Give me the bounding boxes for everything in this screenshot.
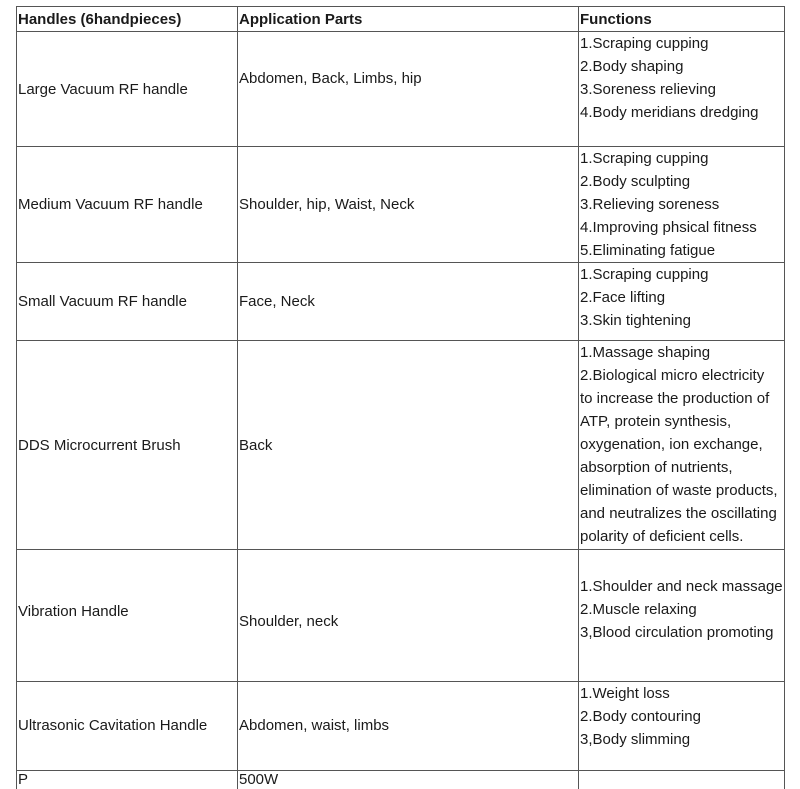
header-handles: Handles (6handpieces): [17, 7, 238, 32]
function-item: and neutralizes the oscillating: [580, 502, 784, 525]
application-parts: Abdomen, Back, Limbs, hip: [238, 32, 579, 147]
header-functions: Functions: [579, 7, 785, 32]
function-item: 2.Body shaping: [580, 55, 784, 78]
function-item: 2.Biological micro electricity: [580, 364, 784, 387]
application-parts: 500W: [238, 771, 579, 789]
function-item: 3.Relieving soreness: [580, 193, 784, 216]
application-parts: Abdomen, waist, limbs: [238, 682, 579, 771]
function-item: 3.Skin tightening: [580, 309, 784, 332]
functions-cell: [579, 263, 785, 341]
function-item: 3.Soreness relieving: [580, 78, 784, 101]
header-application-parts: Application Parts: [238, 7, 579, 32]
application-parts: Face, Neck: [238, 263, 579, 341]
function-item: 2.Body sculpting: [580, 170, 784, 193]
functions-cell: [579, 341, 785, 550]
function-item: 2.Body contouring: [580, 705, 784, 728]
handles-table: [16, 6, 785, 789]
handle-name: Small Vacuum RF handle: [17, 263, 238, 341]
functions-cell: [579, 147, 785, 263]
function-item: 4.Body meridians dredging: [580, 101, 784, 124]
table-row: [17, 550, 785, 682]
function-item: elimination of waste products,: [580, 479, 784, 502]
function-item: polarity of deficient cells.: [580, 525, 784, 548]
table-row: [17, 32, 785, 147]
table-row: [17, 682, 785, 771]
function-item: 1.Scraping cupping: [580, 147, 784, 170]
table-row: [17, 147, 785, 263]
function-item: 1.Weight loss: [580, 682, 784, 705]
functions-cell: [579, 32, 785, 147]
function-item: 1.Scraping cupping: [580, 32, 784, 55]
function-item: 1.Shoulder and neck massage: [580, 575, 784, 598]
application-parts: Shoulder, neck: [238, 550, 579, 682]
table-row: [17, 263, 785, 341]
handle-name: DDS Microcurrent Brush: [17, 341, 238, 550]
function-item: 4.Improving phsical fitness: [580, 216, 784, 239]
handle-name: Medium Vacuum RF handle: [17, 147, 238, 263]
application-parts: Shoulder, hip, Waist, Neck: [238, 147, 579, 263]
function-item: oxygenation, ion exchange,: [580, 433, 784, 456]
application-parts: Back: [238, 341, 579, 550]
handle-name: Large Vacuum RF handle: [17, 32, 238, 147]
function-item: 5.Eliminating fatigue: [580, 239, 784, 262]
handle-name: P: [17, 771, 238, 789]
function-item: to increase the production of: [580, 387, 784, 410]
table-row: [17, 341, 785, 550]
function-item: ATP, protein synthesis,: [580, 410, 784, 433]
function-item: 1.Massage shaping: [580, 341, 784, 364]
functions-cell: [579, 550, 785, 682]
function-item: absorption of nutrients,: [580, 456, 784, 479]
function-item: 3,Body slimming: [580, 728, 784, 751]
function-item: 3,Blood circulation promoting: [580, 621, 784, 644]
function-item: 1.Scraping cupping: [580, 263, 784, 286]
handle-name: Vibration Handle: [17, 550, 238, 682]
handle-name: Ultrasonic Cavitation Handle: [17, 682, 238, 771]
table-header-row: [17, 7, 785, 32]
function-item: 2.Face lifting: [580, 286, 784, 309]
function-item: 2.Muscle relaxing: [580, 598, 784, 621]
functions-cell: [579, 682, 785, 771]
